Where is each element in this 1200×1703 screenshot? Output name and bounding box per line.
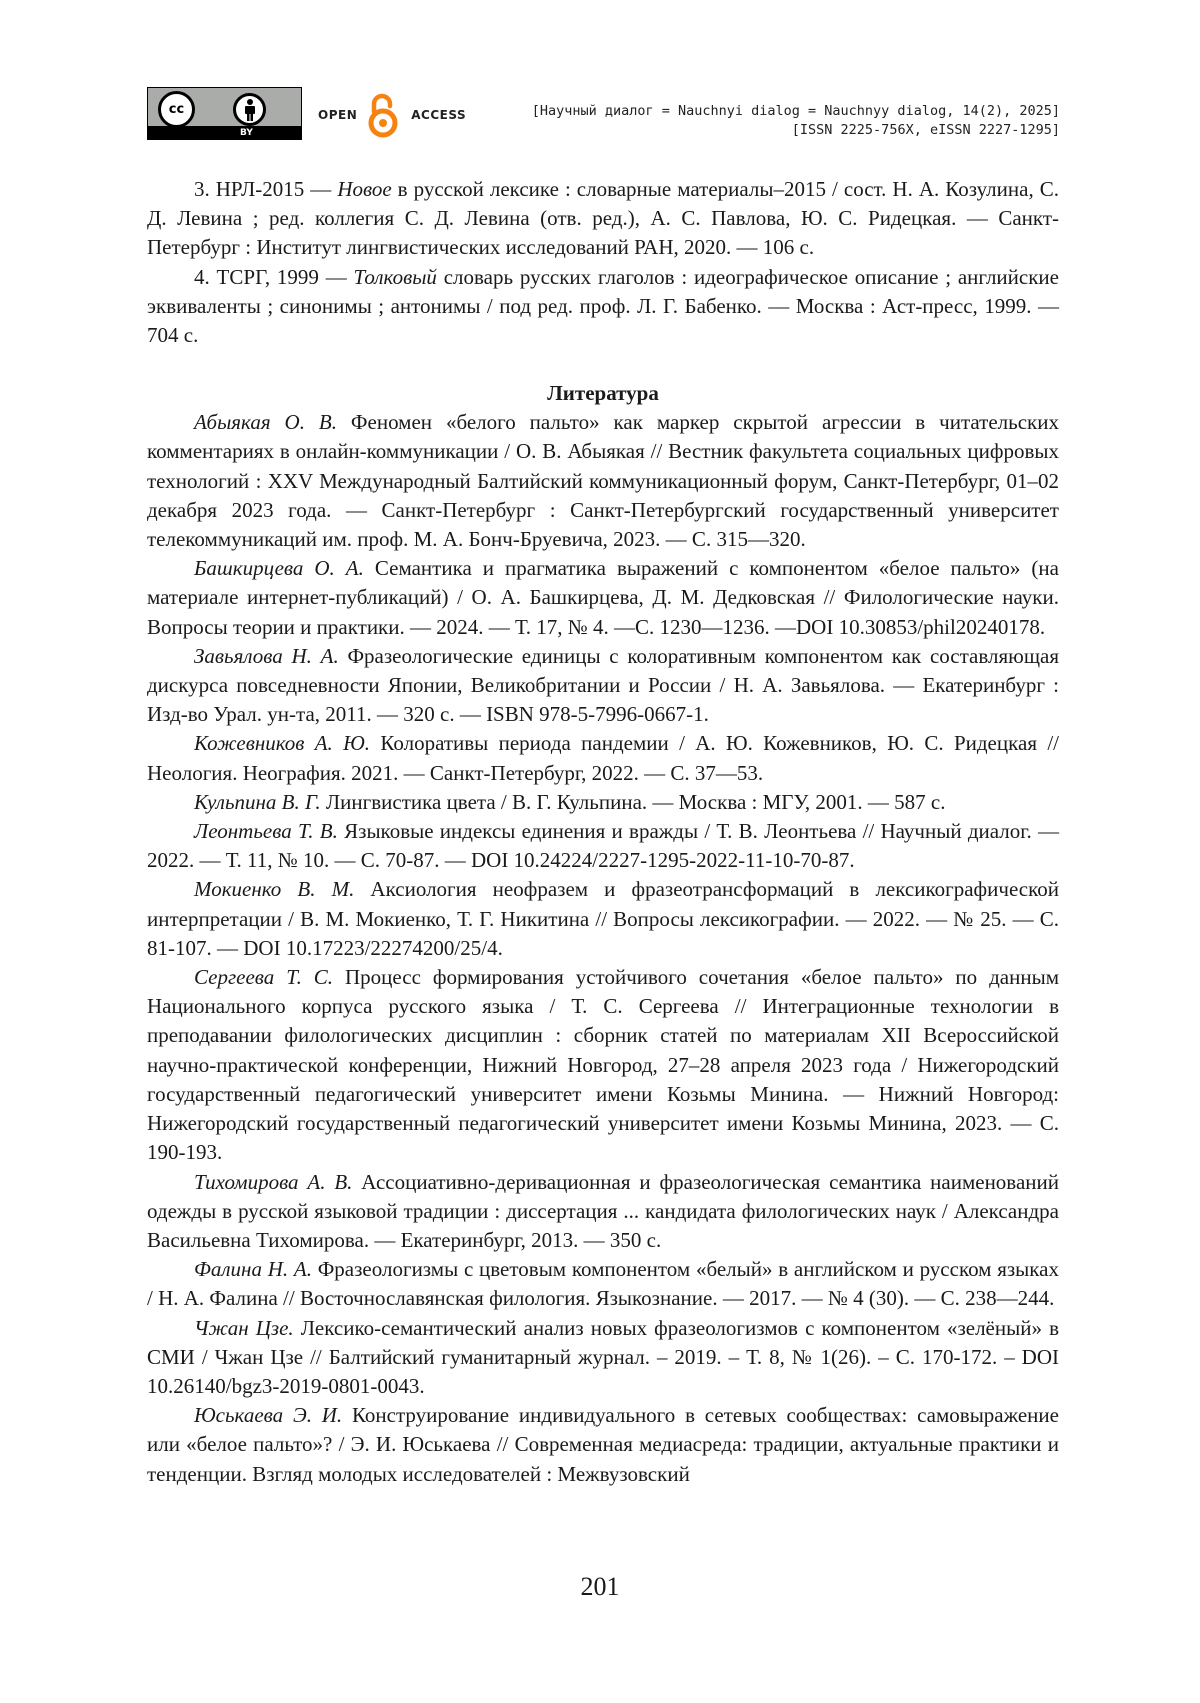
reference-entry: Башкирцева О. А. Семантика и прагматика выражений с компонентом «белое пальто» (на материале интернет-публикаций) / О. А. Башкирцева, Д. М. Дедковская // Филологические науки. Вопросы теории и практики. — 2024. — Т. 17, № 4. —С. 1230—1236. —DOI 10.30853/phil20240178. (147, 556, 1059, 639)
citation-line-1: [Научный диалог = Nauchnyi dialog = Nauchnyy dialog, 14(2), 2025] (531, 103, 1060, 119)
reference-entry: Сергеева Т. С. Процесс формирования устойчивого сочетания «белое пальто» по данным Национального корпуса русского языка / Т. С. Сергеева // Интеграционные технологии в преподавании филологических дисциплин : сборник статей по материалам XII Всероссийской научно-практической конференции, Нижний Новгород, 27–28 апреля 2023 года / Нижегородский государственный педагогический университет имени Козьмы Минина. — Нижний Новгород: Нижегородский государственный педагогический университет имени Козьмы Минина, 2023. — С. 190-193. (147, 965, 1059, 1165)
source-entry: 4. ТСРГ, 1999 — Толковый словарь русских глаголов : идеографическое описание ; английские эквиваленты ; синонимы ; антонимы / под ред. проф. Л. Г. Бабенко. — Москва : Аст-пресс, 1999. — 704 с. (147, 264, 1059, 348)
cc-by-license-badge (147, 87, 302, 140)
open-access-logo (318, 92, 466, 138)
open-access-left: OPEN (318, 108, 358, 122)
reference-author: Чжан Цзе. (194, 1315, 294, 1340)
creative-commons-icon: cc (158, 91, 195, 128)
journal-citation (532, 102, 1060, 140)
reference-author: Мокиенко В. М. (194, 877, 355, 902)
reference-entry: Фалина Н. А. Фразеологизмы с цветовым компонентом «белый» в английском и русском языках / Н. А. Фалина // Восточнославянская филология. Языкознание. — 2017. — № 4 (30). — С. 238—244. (147, 1257, 1059, 1311)
open-lock-icon (361, 92, 407, 138)
page-body (147, 175, 1059, 1489)
by-label: BY (240, 128, 253, 138)
reference-author: Кульпина В. Г. (194, 789, 321, 814)
open-access-right: ACCESS (411, 108, 467, 122)
reference-entry: Кульпина В. Г. Лингвистика цвета / В. Г. Кульпина. — Москва : МГУ, 2001. — 587 с. (194, 789, 946, 814)
reference-entry: Завьялова Н. А. Фразеологические единицы с колоративным компонентом как составляющая дискурса повседневности Японии, Великобритании и России / Н. А. Завьялова. — Екатеринбург : Изд-во Урал. ун-та, 2011. — 320 с. — ISBN 978-5-7996-0667-1. (147, 643, 1059, 727)
reference-entry: Абыякая О. В. Феномен «белого пальто» как маркер скрытой агрессии в читательских комментариях в онлайн-коммуникации / О. В. Абыякая // Вестник факультета социальных цифровых технологий : XXV Международный Балтийский коммуникационный форум, Санкт-Петербург, 01–02 декабря 2023 года. — Санкт-Петербург : Санкт-Петербургский государственный университет телекоммуникаций им. проф. М. А. Бонч-Бруевича, 2023. — С. 315—320. (147, 410, 1059, 552)
source-entry: 3. НРЛ-2015 — Новое в русской лексике : словарные материалы–2015 / сост. Н. А. Козулина, С. Д. Левина ; ред. коллегия С. Д. Левина (отв. ред.), А. С. Павлова, Ю. С. Ридецкая. — Санкт-Петербург : Институт лингвистических исследований РАН, 2020. — 106 с. (147, 177, 1059, 260)
reference-entry: Чжан Цзе. Лексико-семантический анализ новых фразеологизмов с компонентом «зелёный» в СМИ / Чжан Цзе // Балтийский гуманитарный журнал. – 2019. – Т. 8, № 1(26). – С. 170-172. – DOI 10.26140/bgz3-2019-0801-0043. (147, 1315, 1059, 1398)
reference-author: Фалина Н. А. (194, 1257, 312, 1282)
attribution-person-icon (233, 93, 266, 126)
badge-strip (148, 126, 301, 139)
reference-author: Кожевников А. Ю. (194, 731, 371, 756)
reference-author: Сергеева Т. С. (194, 965, 334, 990)
literature-heading: Литература (547, 381, 659, 406)
reference-author: Абыякая О. В. (194, 410, 337, 435)
reference-entry: Леонтьева Т. В. Языковые индексы единения и вражды / Т. В. Леонтьева // Научный диалог. — 2022. — Т. 11, № 10. — С. 70-87. — DOI 10.24224/2227-1295-2022-11-10-70-87. (147, 819, 1059, 873)
reference-author: Башкирцева О. А. (194, 556, 364, 581)
citation-line-2: [ISSN 2225-756X, eISSN 2227-1295] (791, 122, 1060, 138)
reference-author: Завьялова Н. А. (194, 643, 339, 668)
page-number: 201 (580, 1572, 620, 1601)
reference-author: Тихомирова А. В. (194, 1169, 353, 1194)
reference-entry: Юськаева Э. И. Конструирование индивидуального в сетевых сообществах: самовыражение или «белое пальто»? / Э. И. Юськаева // Современная медиасреда: традиции, актуальные практики и тенденции. Взгляд молодых исследователей : Межвузовский (147, 1403, 1059, 1486)
reference-entry: Тихомирова А. В. Ассоциативно-деривационная и фразеологическая семантика наименований одежды в русской языковой традиции : диссертация ... кандидата филологических наук / Александра Васильевна Тихомирова. — Екатеринбург, 2013. — 350 с. (147, 1169, 1059, 1252)
reference-author: Юськаева Э. И. (194, 1403, 343, 1428)
reference-entry: Кожевников А. Ю. Колоративы периода пандемии / А. Ю. Кожевников, Ю. С. Ридецкая // Неология. Неография. 2021. — Санкт-Петербург, 2022. — С. 37—53. (147, 731, 1059, 785)
reference-entry: Мокиенко В. М. Аксиология неофразем и фразеотрансформаций в лексикографической интерпретации / В. М. Мокиенко, Т. Г. Никитина // Вопросы лексикографии. — 2022. — № 25. — С. 81-107. — DOI 10.17223/22274200/25/4. (147, 877, 1059, 960)
reference-author: Леонтьева Т. В. (194, 819, 338, 844)
